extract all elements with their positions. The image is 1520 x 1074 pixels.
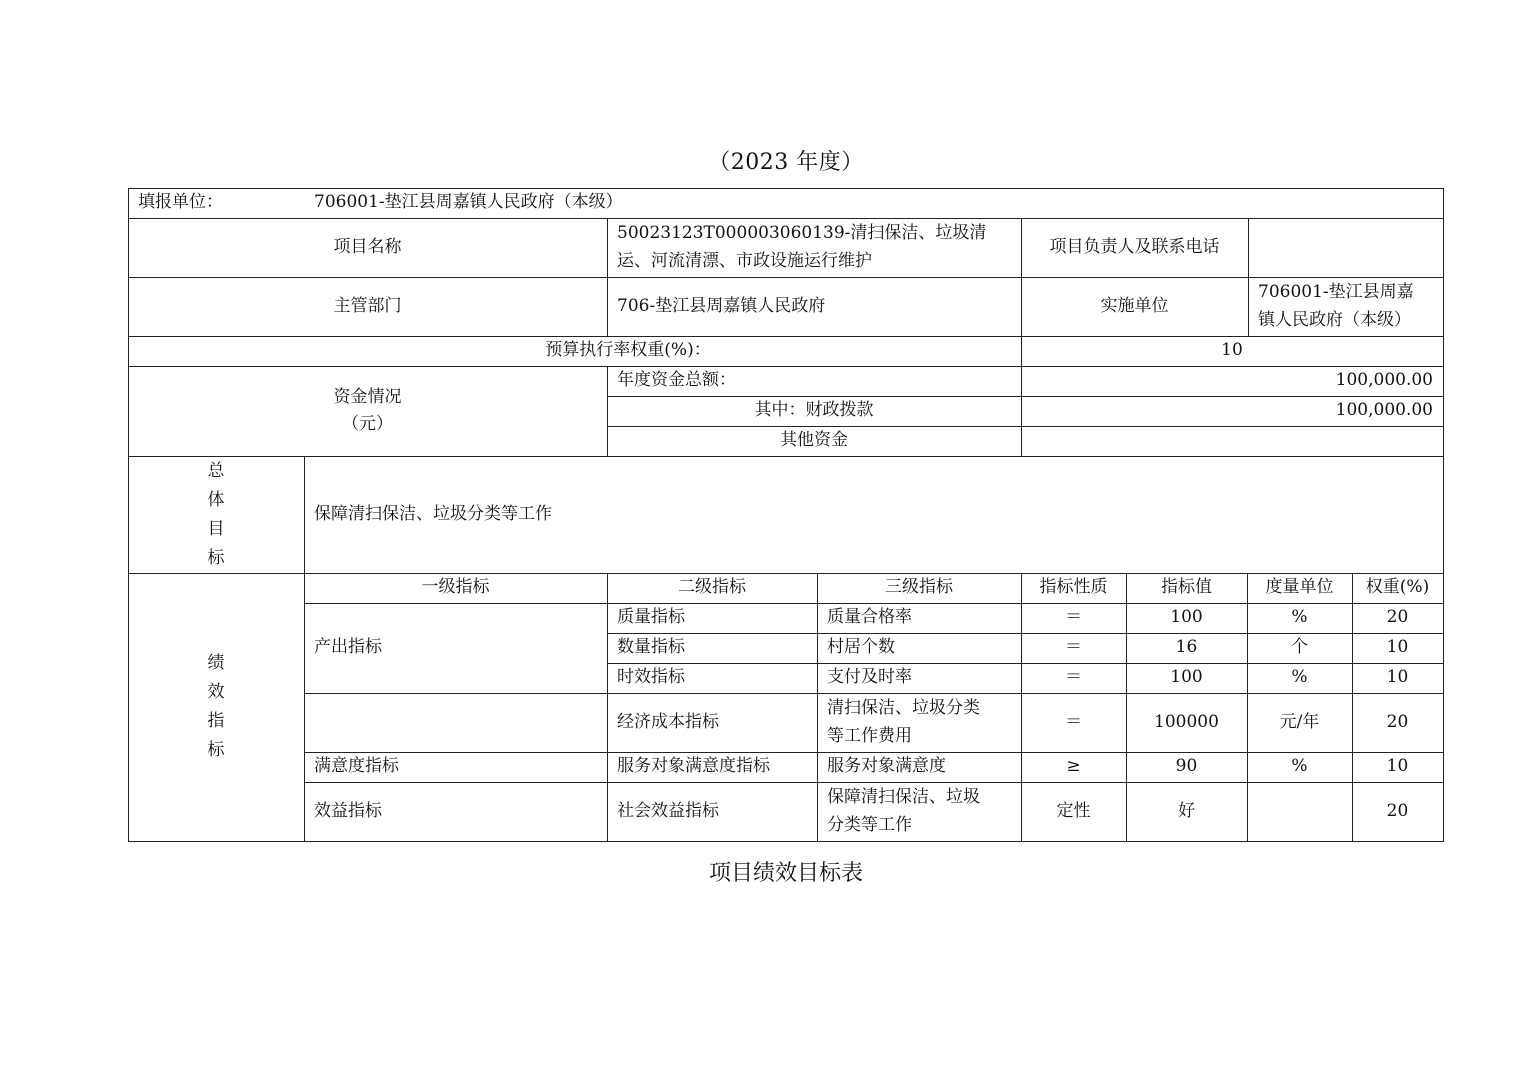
header-nature: 指标性质 [1039,577,1108,598]
level1-satisfaction: 满意度指标 [314,756,399,777]
goal-label: 总 体 目 标 [207,460,225,568]
weight-cell: 10 [1386,667,1409,688]
dept-value: 706-垫江县周嘉镇人民政府 [617,295,826,316]
weight-cell: 20 [1386,711,1409,732]
indicators-label: 绩 效 指 标 [207,653,225,760]
level2-cell: 社会效益指标 [617,800,719,821]
header-value: 指标值 [1161,577,1212,598]
weight-cell: 20 [1386,607,1409,628]
header-weight: 权重(%) [1365,577,1430,598]
funds-fiscal-label: 其中：财政拨款 [754,400,874,421]
unit-cell: % [1291,607,1308,628]
funds-other-label: 其他资金 [780,430,848,451]
funds-fiscal-value: 100,000.00 [1335,400,1433,421]
nature-cell: 定性 [1056,800,1091,821]
header-level3: 三级指标 [885,577,953,598]
nature-cell: ＝ [1065,637,1082,658]
weight-cell: 10 [1386,756,1409,777]
nature-cell: ＝ [1065,711,1082,732]
funds-total-value: 100,000.00 [1335,370,1433,391]
value-cell: 90 [1175,756,1198,777]
nature-cell: ≥ [1066,756,1081,777]
budget-weight-value: 10 [1221,340,1243,361]
level2-cell: 经济成本指标 [617,711,719,732]
value-cell: 好 [1178,800,1195,821]
level1-benefit: 效益指标 [314,800,382,821]
contact-label: 项目负责人及联系电话 [1049,236,1220,257]
value-cell: 100000 [1154,711,1219,732]
value-cell: 100 [1170,607,1203,628]
year-title: （2023 年度） [708,150,864,175]
dept-label: 主管部门 [333,295,402,316]
weight-cell: 20 [1386,800,1409,821]
contact-value [1248,218,1443,277]
unit-cell: % [1291,756,1308,777]
value-cell: 100 [1170,667,1203,688]
funds-other-value [1021,426,1443,456]
level3-cell: 保障清扫保洁、垃圾 分类等工作 [827,787,980,835]
impl-value: 706001-垫江县周嘉 镇人民政府（本级） [1258,282,1414,330]
level2-cell: 服务对象满意度指标 [617,756,770,777]
project-name-value: 50023123T000003060139-清扫保洁、垃圾清 运、河流清漂、市政设施运行维护 [617,223,987,271]
value-cell: 16 [1175,637,1198,658]
goal-text: 保障清扫保洁、垃圾分类等工作 [314,503,552,524]
weight-cell: 10 [1386,637,1409,658]
header-level2: 二级指标 [678,577,746,598]
level3-cell: 村居个数 [827,637,895,658]
header-unit: 度量单位 [1265,577,1334,598]
funds-total-label: 年度资金总额： [617,370,736,391]
unit-label: 填报单位： [138,192,223,213]
level3-cell: 质量合格率 [827,607,912,628]
nature-cell: ＝ [1065,607,1082,628]
project-name-label: 项目名称 [333,236,402,257]
level3-cell: 支付及时率 [827,667,912,688]
unit-cell [1247,782,1352,841]
nature-cell: ＝ [1065,667,1082,688]
table-caption: 项目绩效目标表 [708,861,863,886]
header-level1: 一级指标 [421,577,490,598]
level2-cell: 质量指标 [617,607,685,628]
budget-weight-label: 预算执行率权重(%)： [545,340,711,361]
impl-label: 实施单位 [1100,295,1169,316]
level2-cell: 数量指标 [617,637,685,658]
level3-cell: 清扫保洁、垃圾分类 等工作费用 [827,698,980,746]
funds-label: 资金情况 （元） [333,386,402,434]
unit-cell: 个 [1291,637,1308,658]
unit-cell: 元/年 [1279,711,1320,732]
unit-value: 706001-垫江县周嘉镇人民政府（本级） [314,192,623,213]
unit-cell: % [1291,667,1308,688]
level2-cell: 时效指标 [617,667,685,688]
level1-output: 产出指标 [314,637,382,658]
level3-cell: 服务对象满意度 [827,756,946,777]
